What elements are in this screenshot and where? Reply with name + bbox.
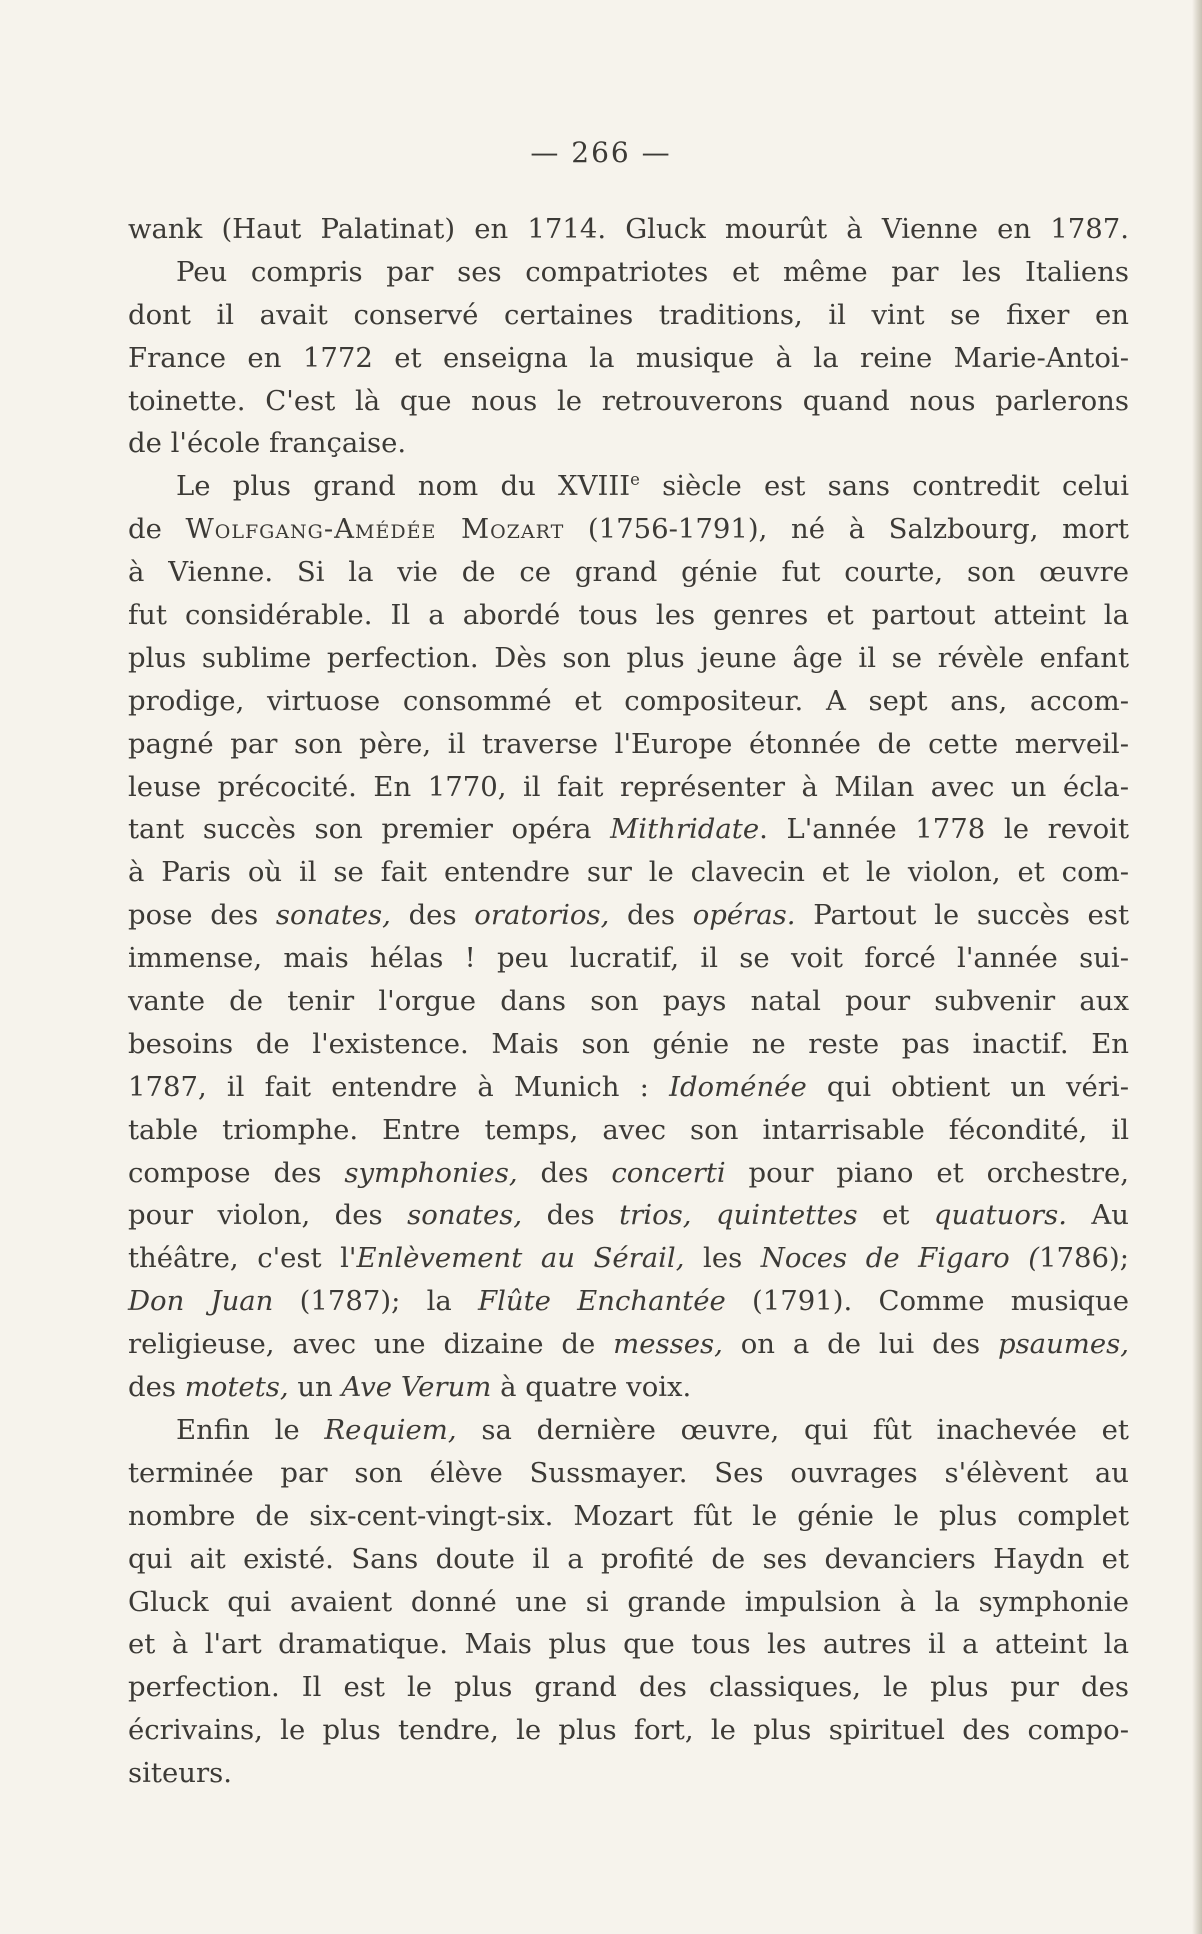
century-numeral: XVIII [558, 470, 631, 503]
text-line: table triomphe. Entre temps, avec son intarrisable fécondité, il [128, 1113, 1129, 1146]
title-noces: Noces de Figaro ( [760, 1242, 1040, 1275]
text-line: perfection. Il est le plus grand des classiques, le plus pur des [128, 1671, 1129, 1704]
term-psaumes: psaumes, [997, 1328, 1129, 1361]
text-line: à Paris où il se fait entendre sur le clavecin et le violon, et com- [128, 856, 1129, 889]
text-line: plus sublime perfection. Dès son plus jeune âge il se révèle enfant [128, 641, 1129, 674]
text-line-idomenee: 1787, il fait entendre à Munich : Idoménée qui obtient un véri- [128, 1070, 1129, 1103]
text-line: vante de tenir l'orgue dans son pays natal pour subvenir aux [128, 985, 1129, 1018]
text-line-mozart: de Wolfgang-Amédée Mozart (1756-1791), né à Salzbourg, mort [128, 513, 1129, 546]
text-line: qui ait existé. Sans doute il a profité de ses devanciers Haydn et [128, 1542, 1129, 1575]
title-mithridate: Mithridate [610, 813, 760, 846]
term-quintettes: quintettes [715, 1199, 858, 1232]
text-line: écrivains, le plus tendre, le plus fort, le plus spirituel des compo- [128, 1714, 1129, 1747]
text-line: Gluck qui avaient donné une si grande impulsion à la symphonie [128, 1585, 1129, 1618]
term-sonates-2: sonates, [407, 1199, 523, 1232]
text-line: nombre de six-cent-vingt-six. Mozart fût le génie le plus complet [128, 1499, 1129, 1532]
text-line: siteurs. [128, 1757, 232, 1790]
text-line-works: pose des sonates, des oratorios, des opéras. Partout le succès est [128, 899, 1129, 932]
page-edge-shadow [1192, 0, 1202, 1934]
text-line: immense, mais hélas ! peu lucratif, il se voit forcé l'année sui- [128, 942, 1129, 975]
term-sonates: sonates, [275, 899, 391, 932]
text-line: de l'école française. [128, 427, 407, 460]
text-line: wank (Haut Palatinat) en 1714. Gluck mourût à Vienne en 1787. [128, 213, 1129, 245]
term-concerti: concerti [611, 1156, 726, 1189]
text-line-century: Le plus grand nom du XVIIIe siècle est sans contredit celui [176, 470, 1129, 503]
text-line: leuse précocité. En 1770, il fait représenter à Milan avec un écla- [128, 770, 1129, 803]
text-line-symphonies: compose des symphonies, des concerti pour piano et orchestre, [128, 1156, 1129, 1189]
term-oratorios: oratorios, [474, 899, 610, 932]
text-line-motets: des motets, un Ave Verum à quatre voix. [128, 1371, 692, 1404]
term-operas: opéras. [692, 899, 796, 932]
title-ave-verum: Ave Verum [341, 1371, 492, 1404]
century-superscript: e [630, 470, 640, 490]
text-line: fut considérable. Il a abordé tous les genres et partout atteint la [128, 599, 1129, 632]
text-line: toinette. C'est là que nous le retrouverons quand nous parlerons [128, 384, 1129, 417]
body-text [128, 208, 1129, 1795]
title-idomenee: Idoménée [669, 1070, 807, 1103]
title-don-juan: Don Juan [128, 1285, 274, 1318]
text-line-religious: religieuse, avec une dizaine de messes, on a de lui des psaumes, [128, 1328, 1129, 1361]
term-symphonies: symphonies, [344, 1156, 518, 1189]
text-line: besoins de l'existence. Mais son génie ne reste pas inactif. En [128, 1027, 1129, 1060]
term-motets: motets, [184, 1371, 289, 1404]
text-line: Peu compris par ses compatriotes et même par les Italiens [176, 255, 1129, 288]
term-quatuors: quatuors. [933, 1199, 1067, 1232]
text-line-theatre: théâtre, c'est l'Enlèvement au Sérail, les Noces de Figaro (1786); [128, 1242, 1129, 1275]
text-line-donjuan: Don Juan (1787); la Flûte Enchantée (1791). Comme musique [128, 1285, 1130, 1318]
mozart-name: Wolfgang-Amédée Mozart [185, 513, 565, 546]
text-line: prodige, virtuose consommé et compositeur. A sept ans, accom- [128, 684, 1129, 717]
text-line-requiem: Enfin le Requiem, sa dernière œuvre, qui fût inachevée et [176, 1413, 1129, 1446]
title-flute: Flûte Enchantée [478, 1285, 726, 1318]
text-line: dont il avait conservé certaines traditions, il vint se fixer en [128, 298, 1129, 331]
text-line: France en 1772 et enseigna la musique à la reine Marie-Antoi- [128, 341, 1129, 374]
text-line: terminée par son élève Sussmayer. Ses ouvrages s'élèvent au [128, 1456, 1129, 1489]
term-trios: trios, [619, 1199, 692, 1232]
text-line: et à l'art dramatique. Mais plus que tous les autres il a atteint la [128, 1628, 1129, 1661]
term-messes: messes, [613, 1328, 723, 1361]
title-enlevement: Enlèvement au Sérail, [356, 1242, 685, 1275]
page-number-header: — 266 — [530, 136, 672, 169]
text-line-chamber: pour violon, des sonates, des trios, quintettes et quatuors. Au [128, 1199, 1129, 1232]
text-line: à Vienne. Si la vie de ce grand génie fut courte, son œuvre [128, 556, 1129, 589]
text-line-mithridate: tant succès son premier opéra Mithridate. L'année 1778 le revoit [128, 813, 1129, 846]
text-line: pagné par son père, il traverse l'Europe étonnée de cette merveil- [128, 727, 1129, 760]
title-requiem: Requiem, [324, 1413, 457, 1446]
